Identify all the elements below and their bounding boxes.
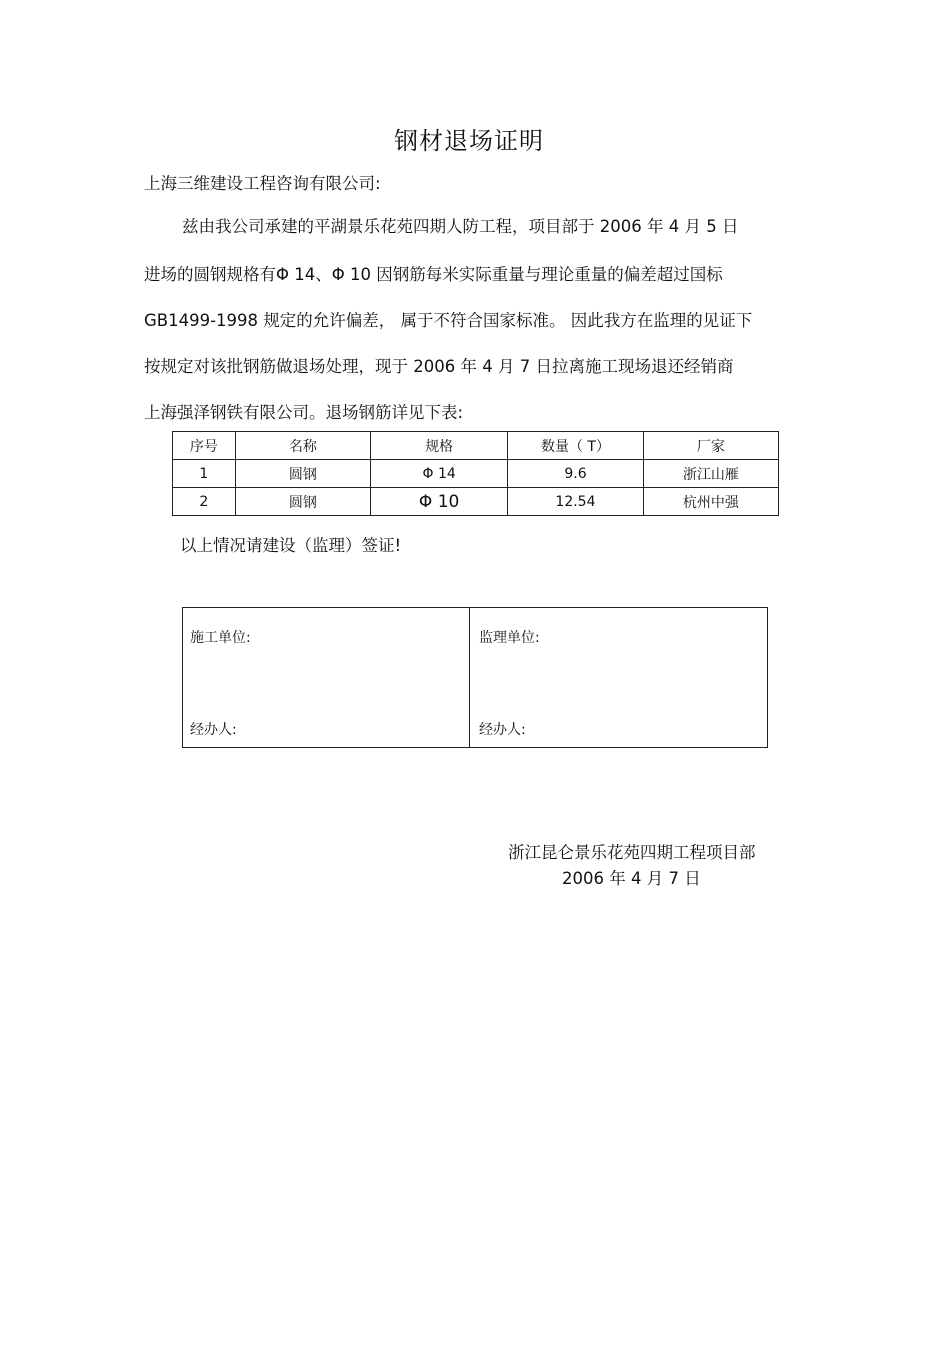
supervision-unit-label: 监理单位:	[479, 630, 540, 646]
request-line: 以上情况请建设（监理）签证!	[180, 536, 402, 555]
cell-manufacturer: 杭州中强	[643, 488, 778, 516]
table-row	[173, 488, 779, 516]
body-line-4: 按规定对该批钢筋做退场处理，现于 2006 年 4 月 7 日拉离施工现场退还经销商	[144, 357, 734, 376]
header-name: 名称	[235, 432, 370, 460]
issue-date: 2006 年 4 月 7 日	[562, 869, 701, 888]
cell-name: 圆钢	[235, 460, 370, 488]
body-line-1: 兹由我公司承建的平湖景乐花苑四期人防工程，项目部于 2006 年 4 月 5 日	[182, 217, 739, 236]
cell-spec: Φ 10	[370, 488, 507, 516]
body-line-2: 进场的圆钢规格有Φ 14、Φ 10 因钢筋每米实际重量与理论重量的偏差超过国标	[144, 265, 723, 284]
header-spec: 规格	[370, 432, 507, 460]
construction-unit-label: 施工单位:	[190, 630, 251, 646]
cell-name: 圆钢	[235, 488, 370, 516]
supervision-handler-label: 经办人:	[479, 722, 526, 738]
returned-steel-table	[172, 431, 779, 516]
cell-serial: 2	[173, 488, 236, 516]
addressee-line: 上海三维建设工程咨询有限公司:	[144, 174, 381, 193]
cell-quantity: 12.54	[508, 488, 643, 516]
cell-spec: Φ 14	[370, 460, 507, 488]
signature-box	[182, 607, 768, 748]
header-quantity: 数量（ T）	[508, 432, 643, 460]
issuing-organization: 浙江昆仑景乐花苑四期工程项目部	[508, 843, 756, 862]
body-line-3: GB1499-1998 规定的允许偏差， 属于不符合国家标准。 因此我方在监理的见证下	[144, 311, 753, 330]
cell-quantity: 9.6	[508, 460, 643, 488]
signature-divider	[469, 608, 470, 747]
table-row	[173, 460, 779, 488]
cell-manufacturer: 浙江山雁	[643, 460, 778, 488]
construction-handler-label: 经办人:	[190, 722, 237, 738]
cell-serial: 1	[173, 460, 236, 488]
document-title: 钢材退场证明	[394, 127, 544, 155]
header-manufacturer: 厂家	[643, 432, 778, 460]
body-line-5: 上海强泽钢铁有限公司。退场钢筋详见下表:	[144, 403, 464, 422]
header-serial: 序号	[173, 432, 236, 460]
table-header-row	[173, 432, 779, 460]
